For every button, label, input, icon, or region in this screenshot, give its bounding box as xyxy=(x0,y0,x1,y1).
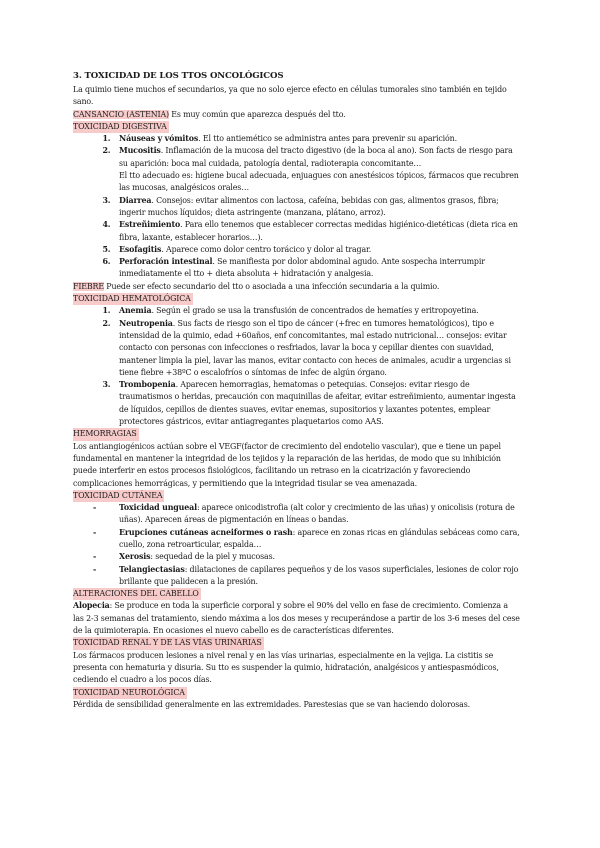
hemorragias-paragraph: Los antiangiogénicos actúan sobre el VEGF(factor de crecimiento del endotelio vascular), que e tiene un papel fundamental en mantener la integridad de los tejidos y la reparación de las heridas, de modo que su inhibición puede interferir en estos procesos fisiológicos, facilitando un retraso en la cicatrización y favoreciendo complicaciones hemorrágicas, y permitiendo que la integridad tisular se vea amenazada. xyxy=(73,441,501,488)
section-title: 3. TOXICIDAD DE LOS TTOS ONCOLÓGICOS xyxy=(73,71,284,81)
list-item xyxy=(119,502,520,527)
hematologica-heading-line xyxy=(73,293,520,305)
item-text: : sequedad de la piel y mucosas. xyxy=(150,552,275,562)
cutanea-list xyxy=(73,502,520,588)
hemorragias-heading-line xyxy=(73,428,520,440)
list-item xyxy=(119,564,520,589)
item-text: . Inflamación de la mucosa del tracto digestivo (de la boca al ano). Son facts de riesgo para su aparición: boca mal cuidada, patología dental, radioterapia concomitante… xyxy=(119,146,513,168)
item-term: Trombopenia xyxy=(119,380,176,390)
cansancio-text: Es muy común que aparezca después del tto. xyxy=(168,109,346,119)
digestiva-list xyxy=(73,133,520,281)
intro-paragraph: La quimio tiene muchos ef secundarios, ya que no solo ejerce efecto en células tumorales sino también en tejido sano. xyxy=(73,85,507,107)
item-term: Erupciones cutáneas acneiformes o rash xyxy=(119,527,293,537)
item-term: Xerosis xyxy=(119,552,151,562)
fiebre-text: Puede ser efecto secundario del tto o asociada a una infección secundaria a la quimio. xyxy=(103,281,440,291)
renal-paragraph: Los fármacos producen lesiones a nivel renal y en las vías urinarias, especialmente en la vejiga. La cistitis se presenta con hematuria y disuria. Su tto es suspender la quimio, hidratación, analgésicos y antiespasmódicos, cediendo el cuadro a los pocos días. xyxy=(73,650,499,685)
list-item xyxy=(113,195,520,220)
item-text: . Según el grado se usa la transfusión de concentrados de hematíes y eritropoyetina. xyxy=(151,306,479,316)
item-text: . Consejos: evitar alimentos con lactosa, cafeína, bebidas con gas, alimentos grasos, fibra; ingerir muchos líquidos; dieta astringente (manzana, plátano, arroz). xyxy=(119,195,499,217)
fiebre-label: FIEBRE xyxy=(73,281,104,291)
cutanea-heading: TOXICIDAD CUTÁNEA xyxy=(73,490,164,502)
list-item xyxy=(119,527,520,552)
list-item xyxy=(113,318,520,379)
cabello-heading-line xyxy=(73,588,520,600)
item-term: Telangiectasias xyxy=(119,564,185,574)
renal-heading: TOXICIDAD RENAL Y DE LAS VÍAS URINARIAS xyxy=(73,637,264,649)
item-term: Anemia xyxy=(119,306,152,316)
alopecia-term: Alopecia xyxy=(73,601,110,611)
cabello-paragraph xyxy=(73,600,520,637)
fiebre-paragraph xyxy=(73,281,520,293)
item-term: Esofagitis xyxy=(119,244,162,254)
item-text: . Se manifiesta por dolor abdominal agudo. Ante sospecha interrumpir inmediatamente el tto + dieta absoluta + hidratación y analgesia. xyxy=(119,257,485,279)
list-item xyxy=(113,219,520,244)
hematologica-heading: TOXICIDAD HEMATOLÓGICA xyxy=(73,293,193,305)
cabello-heading: ALTERACIONES DEL CABELLO xyxy=(73,588,201,600)
item-text: . Aparecen hemorragias, hematomas o petequias. Consejos: evitar riesgo de traumatismos o heridas, precaución con maquinillas de afeitar, evitar estreñimiento, aumentar ingesta de líquidos, cepillos de dientes suaves, evitar enemas, supositorios y laxantes potentes, emplear protectores gástricos, evitar antiagregantes plaquetarios como AAS. xyxy=(119,380,516,427)
item-term: Mucositis xyxy=(119,146,161,156)
cansancio-paragraph xyxy=(73,109,520,121)
item-term: Estreñimiento xyxy=(119,220,181,230)
digestiva-heading-line xyxy=(73,121,520,133)
list-item xyxy=(113,379,520,428)
list-item xyxy=(113,145,520,194)
item-text: . El tto antiemético se administra antes para prevenir su aparición. xyxy=(198,134,457,144)
item-term: Toxicidad ungueal xyxy=(119,503,197,513)
digestiva-heading: TOXICIDAD DIGESTIVA xyxy=(73,121,169,133)
item-term: Náuseas y vómitos xyxy=(119,134,199,144)
item-term: Perforación intestinal xyxy=(119,257,213,267)
item-term: Neutropenia xyxy=(119,318,173,328)
cutanea-heading-line xyxy=(73,490,520,502)
item-text: . Sus facts de riesgo son el tipo de cáncer (+frec en tumores hematológicos), tipo e intensidad de la quimio, edad +60años, enf concomitantes, mal estado nutricional… consejos: evitar contacto con personas con infecciones o resfriados, lavar la boca y cepillar dientes con suavidad, mantener limpia la piel, lavar las manos, evitar contacto con heces de animales, acudir a urgencias si tiene fiebre +38ºC o escalofríos o síntomas de infec de algún órgano. xyxy=(119,318,511,377)
hematologica-list xyxy=(73,305,520,428)
hemorragias-heading: HEMORRAGIAS xyxy=(73,428,139,440)
renal-heading-line xyxy=(73,637,520,649)
alopecia-text: : Se produce en toda la superficie corporal y sobre el 90% del vello en fase de crecimiento. Comienza a las 2-3 semanas del tratamiento, siendo máxima a los dos meses y recuperándose a partir de los 3-6 meses del cese de la quimioterapia. En ocasiones el nuevo cabello es de características diferentes. xyxy=(73,601,520,636)
cansancio-label: CANSANCIO (ASTENIA) xyxy=(73,109,169,119)
item-term: Diarrea xyxy=(119,195,152,205)
neurologica-paragraph: Pérdida de sensibilidad generalmente en las extremidades. Parestesias que se van haciendo dolorosas. xyxy=(73,699,470,709)
item-text: . Para ello tenemos que establecer correctas medidas higiénico-dietéticas (dieta rica en fibra, laxante, establecer horarios…). xyxy=(119,220,518,242)
item-extra-text: El tto adecuado es: higiene bucal adecuada, enjuagues con anestésicos tópicos, fármacos que recubren las mucosas, analgésicos orales… xyxy=(119,171,519,193)
item-text: : dilataciones de capilares pequeños y de los vasos superficiales, lesiones de color rojo brillante que palidecen a la presión. xyxy=(119,564,519,586)
item-text: : aparece en zonas ricas en glándulas sebáceas como cara, cuello, zona retroarticular, espalda… xyxy=(119,527,520,549)
item-text: . Aparece como dolor centro torácico y dolor al tragar. xyxy=(161,244,372,254)
neurologica-heading: TOXICIDAD NEUROLÓGICA xyxy=(73,687,187,699)
item-text: : aparece onicodistrofia (alt color y crecimiento de las uñas) y onicolisis (rotura de uñas). Aparecen áreas de pigmentación en líneas o bandas. xyxy=(119,503,515,525)
list-item xyxy=(113,305,520,317)
list-item xyxy=(113,244,520,256)
list-item xyxy=(113,133,520,145)
neurologica-heading-line xyxy=(73,687,520,699)
list-item xyxy=(113,256,520,281)
list-item xyxy=(119,551,520,563)
